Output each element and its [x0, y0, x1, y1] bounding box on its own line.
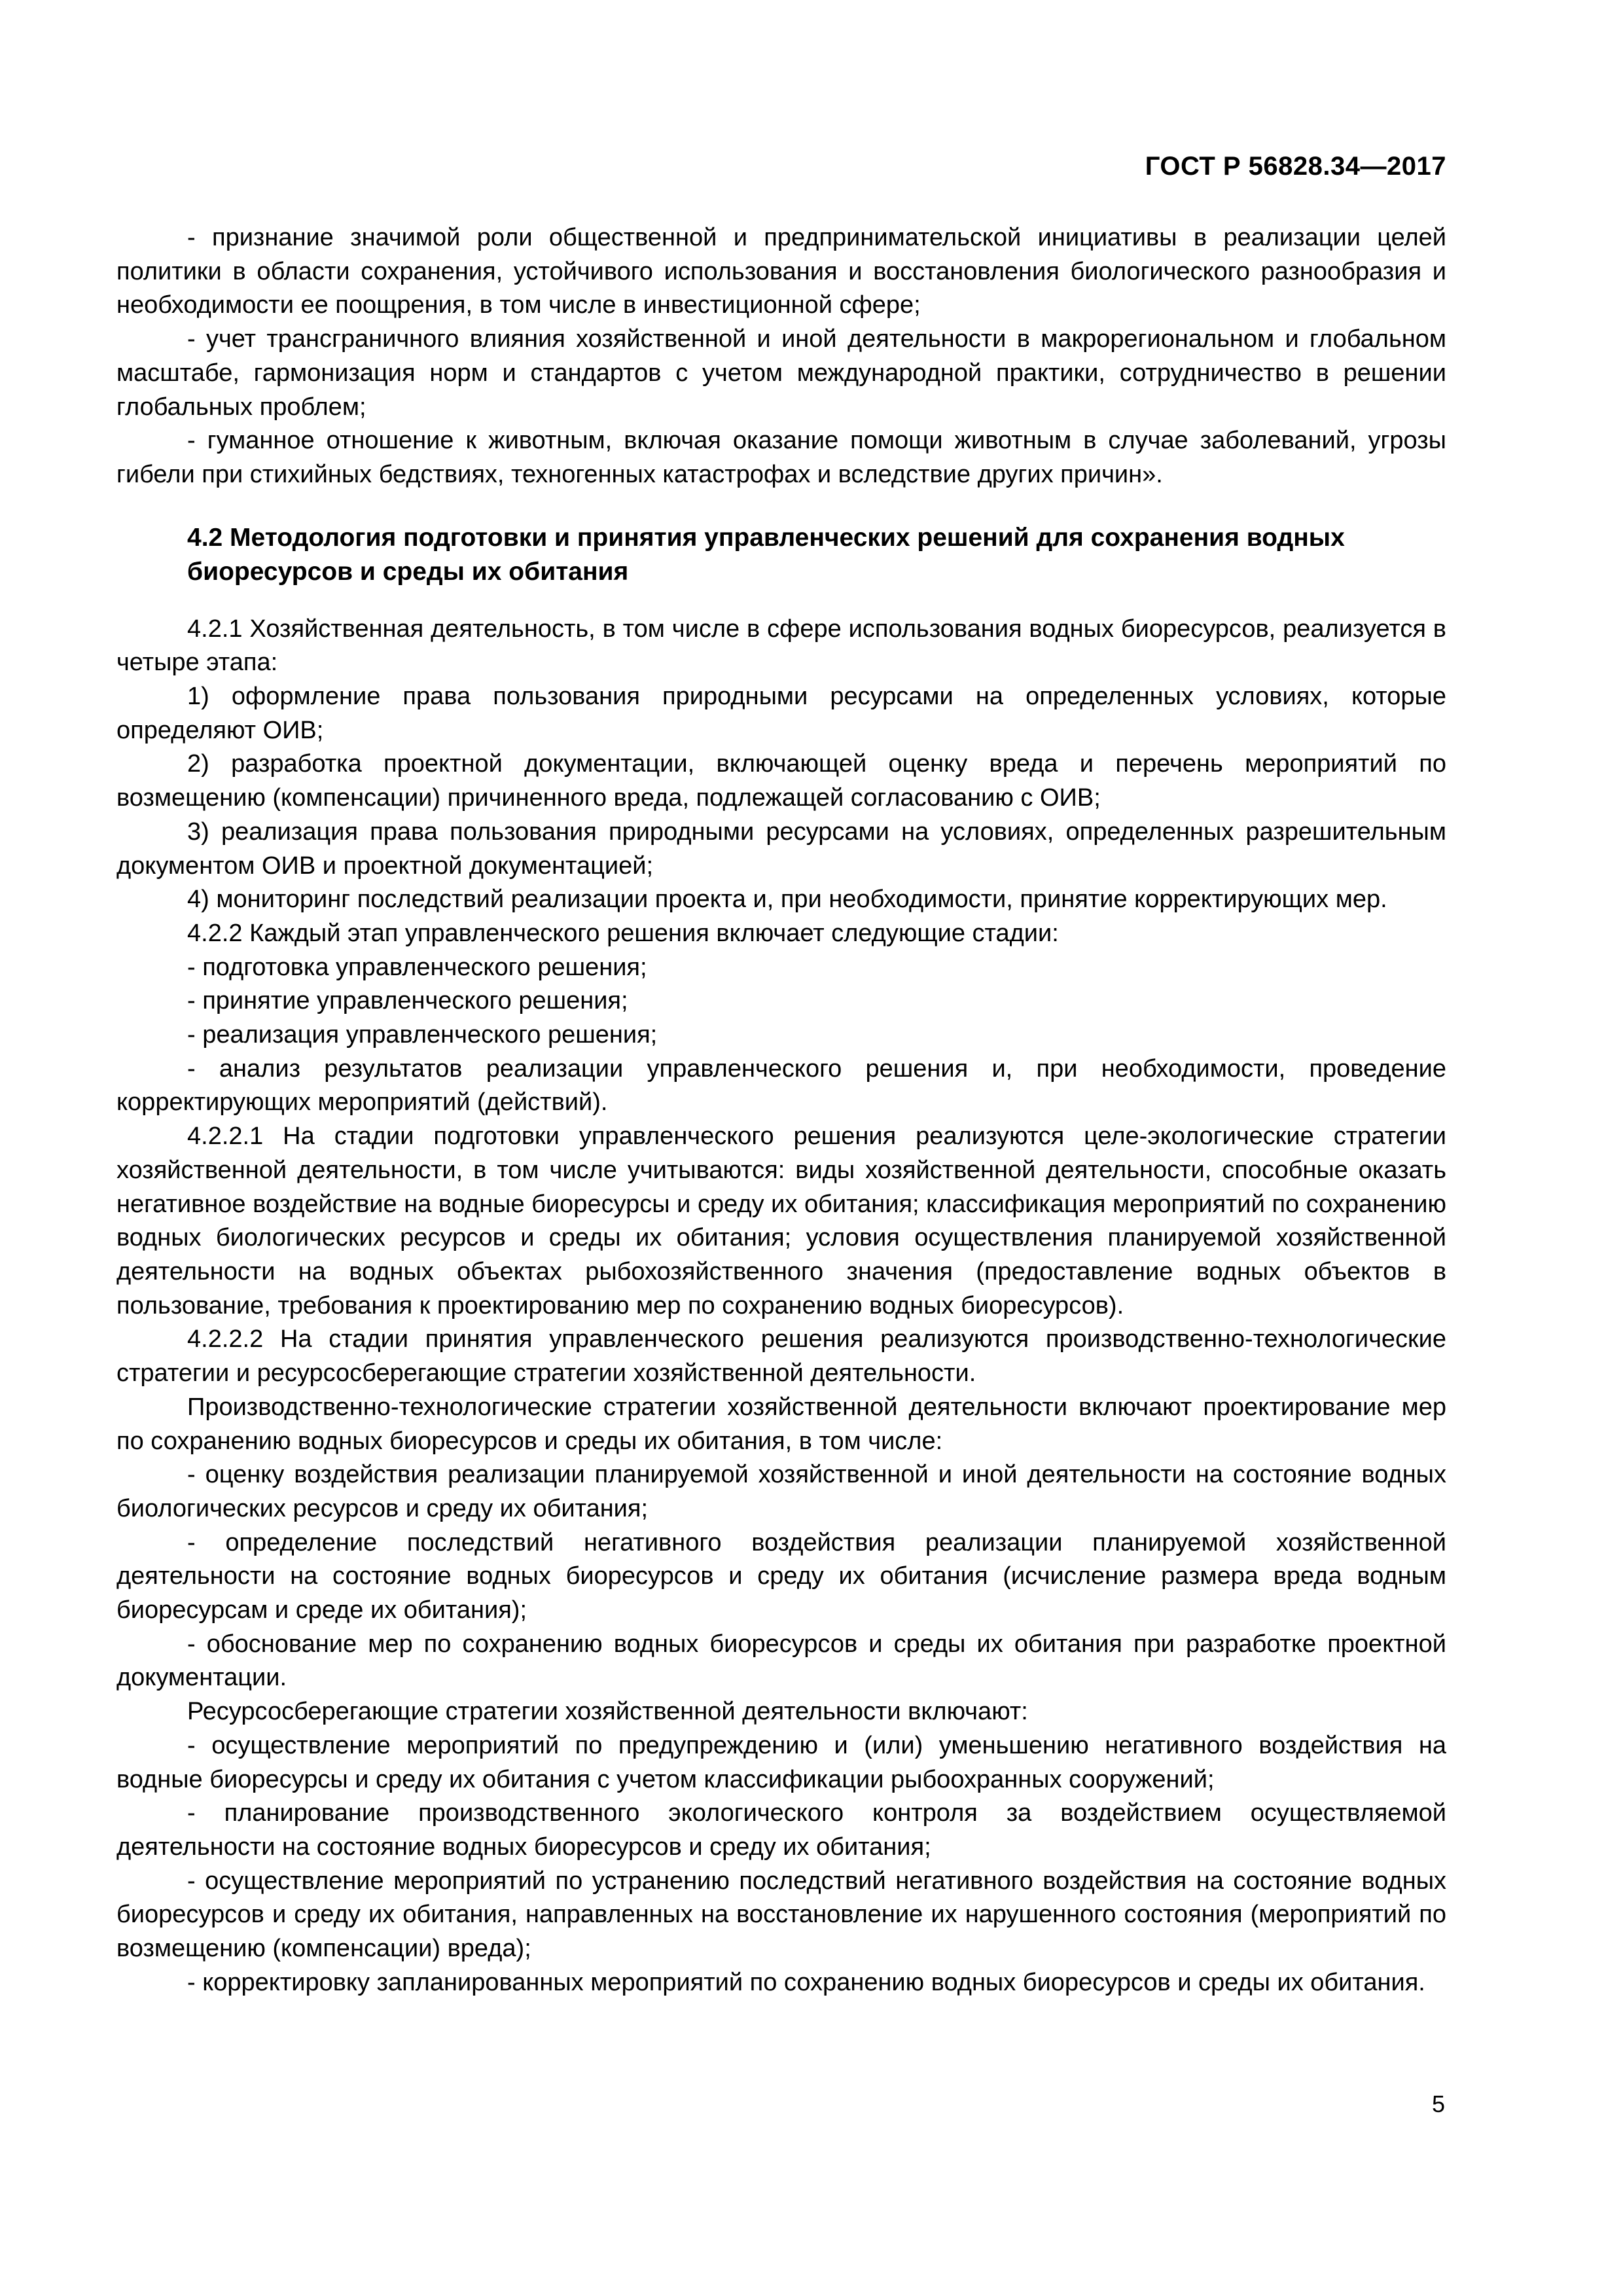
resource-item: - планирование производственного экологического контроля за воздействием осуществляемой деятельности на состояние водных биоресурсов и среду их обитания;	[116, 1799, 1446, 1861]
stage-item: 4) мониторинг последствий реализации проекта и, при необходимости, принятие корректирующих мер.	[187, 886, 1387, 914]
paragraph-prod-tech: Производственно-технологические стратегии хозяйственной деятельности включают проектирование мер по сохранению водных биоресурсов и среды их обитания, в том числе:	[116, 1393, 1446, 1455]
paragraph-4-2-2-2: 4.2.2.2 На стадии принятия управленческого решения реализуются производственно-технологические стратегии и ресурсосберегающие стратегии хозяйственной деятельности.	[116, 1325, 1446, 1388]
document-header: ГОСТ Р 56828.34—2017	[1145, 152, 1446, 181]
document-body	[116, 221, 1446, 2000]
phase-item: - принятие управленческого решения;	[187, 987, 628, 1015]
stage-item: 1) оформление права пользования природными ресурсами на определенных условиях, которые определяют ОИВ;	[116, 683, 1446, 744]
intro-item: - учет трансграничного влияния хозяйственной и иной деятельности в макрорегиональном и глобальном масштабе, гармонизация норм и стандартов с учетом международной практики, сотрудничество в решении глобальных проблем;	[116, 325, 1446, 421]
paragraph-4-2-2: 4.2.2 Каждый этап управленческого решения включает следующие стадии:	[187, 919, 1059, 947]
intro-item: - признание значимой роли общественной и предпринимательской инициативы в реализации целей политики в области сохранения, устойчивого использования и восстановления биологического разнообразия и необходимости ее поощрения, в том числе в инвестиционной сфере;	[116, 224, 1446, 319]
phase-item: - подготовка управленческого решения;	[187, 953, 647, 981]
paragraph-resource: Ресурсосберегающие стратегии хозяйственной деятельности включают:	[187, 1698, 1028, 1726]
resource-item: - осуществление мероприятий по устранению последствий негативного воздействия на состояние водных биоресурсов и среду их обитания, направленных на восстановление их нарушенного состояния (мероприятий по возмещению (компенсации) вреда);	[116, 1867, 1446, 1963]
paragraph-4-2-2-1: 4.2.2.1 На стадии подготовки управленческого решения реализуются целе-экологические стратегии хозяйственной деятельности, в том числе учитываются: виды хозяйственной деятельности, способные оказать негативное воздействие на водные биоресурсы и среду их обитания; классификация мероприятий по сохранению водных биологических ресурсов и среды их обитания; условия осуществления планируемой хозяйственной деятельности на водных объектах рыбохозяйственного значения (предоставление водных объектов в пользование, требования к проектированию мер по сохранению водных биоресурсов).	[116, 1122, 1446, 1319]
intro-item: - гуманное отношение к животным, включая оказание помощи животным в случае заболеваний, угрозы гибели при стихийных бедствиях, техногенных катастрофах и вследствие других причин».	[116, 427, 1446, 488]
resource-item: - осуществление мероприятий по предупреждению и (или) уменьшению негативного воздействия на водные биоресурсы и среду их обитания с учетом классификации рыбоохранных сооружений;	[116, 1731, 1446, 1793]
prod-item: - определение последствий негативного воздействия реализации планируемой хозяйственной деятельности на состояние водных биоресурсов и среду их обитания (исчисление размера вреда водным биоресурсам и среде их обитания);	[116, 1528, 1446, 1624]
stage-item: 3) реализация права пользования природными ресурсами на условиях, определенных разрешительным документом ОИВ и проектной документацией;	[116, 817, 1446, 880]
prod-item: - оценку воздействия реализации планируемой хозяйственной и иной деятельности на состояние водных биологических ресурсов и среду их обитания;	[116, 1461, 1446, 1522]
paragraph-4-2-1: 4.2.1 Хозяйственная деятельность, в том числе в сфере использования водных биоресурсов, реализуется в четыре этапа:	[116, 615, 1446, 677]
phase-item: - реализация управленческого решения;	[187, 1021, 658, 1049]
stage-item: 2) разработка проектной документации, включающей оценку вреда и перечень мероприятий по возмещению (компенсации) причиненного вреда, подлежащей согласованию с ОИВ;	[116, 750, 1446, 812]
resource-item: - корректировку запланированных мероприятий по сохранению водных биоресурсов и среды их обитания.	[187, 1968, 1425, 1996]
section-heading: 4.2 Методология подготовки и принятия управленческих решений для сохранения водных биоресурсов и среды их обитания	[187, 523, 1345, 586]
phase-item: - анализ результатов реализации управленческого решения и, при необходимости, проведение корректирующих мероприятий (действий).	[116, 1054, 1446, 1117]
page-number: 5	[1431, 2090, 1445, 2117]
prod-item: - обоснование мер по сохранению водных биоресурсов и среды их обитания при разработке проектной документации.	[116, 1630, 1446, 1692]
